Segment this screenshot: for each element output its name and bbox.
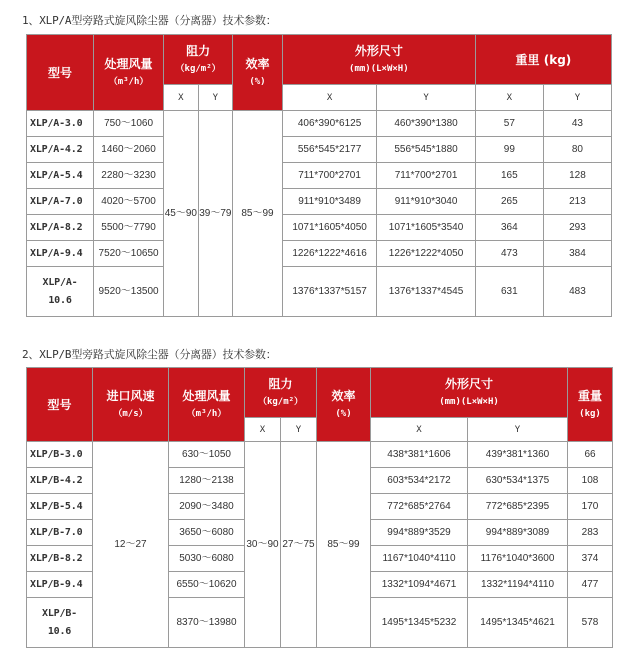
table-row — [27, 215, 612, 241]
resistance-y-cell: 39～79 — [198, 111, 233, 317]
table-row — [27, 442, 613, 468]
model-line-2: 10.6 — [47, 625, 72, 637]
dim-x-cell: 1495*1345*5232 — [371, 598, 468, 648]
model-cell: XLP/A-8.2 — [27, 215, 94, 241]
header-dimensions-unit: (mm)(L×W×H) — [349, 63, 409, 74]
header-model: 型号 — [27, 368, 93, 442]
dim-x-cell: 1071*1605*4050 — [282, 215, 376, 241]
flow-cell: 2280～3230 — [94, 163, 164, 189]
dim-x-cell: 1376*1337*5157 — [282, 267, 376, 317]
model-cell: XLP/A-4.2 — [27, 137, 94, 163]
dim-x-cell: 711*700*2701 — [282, 163, 376, 189]
header-dimensions — [371, 368, 568, 418]
resistance-x-cell: 30～90 — [245, 442, 281, 648]
model-line-1: XLP/B- — [42, 607, 77, 619]
header-flow-unit: （m³/h） — [186, 408, 227, 419]
weight-x-cell: 631 — [475, 267, 543, 317]
model-cell: XLP/B-3.0 — [27, 442, 93, 468]
weight-cell: 578 — [568, 598, 613, 648]
inlet-speed-cell: 12～27 — [93, 442, 169, 648]
flow-cell: 9520～13500 — [94, 267, 164, 317]
header-dimensions-x: X — [371, 418, 468, 442]
model-cell: XLP/A-9.4 — [27, 241, 94, 267]
header-efficiency-label: 效率 — [245, 56, 270, 71]
table-row — [27, 111, 612, 137]
weight-x-cell: 57 — [475, 111, 543, 137]
header-inlet-label: 进口风速 — [106, 388, 155, 403]
header-weight-label: 重量 — [578, 388, 603, 403]
flow-cell: 630～1050 — [169, 442, 245, 468]
dim-x-cell: 603*534*2172 — [371, 468, 468, 494]
dim-x-cell: 556*545*2177 — [282, 137, 376, 163]
header-flow — [94, 35, 164, 111]
model-cell: XLP/A-5.4 — [27, 163, 94, 189]
header-resistance — [164, 35, 233, 85]
model-cell: XLP/A-7.0 — [27, 189, 94, 215]
model-cell — [27, 267, 94, 317]
header-resistance-x: X — [245, 418, 281, 442]
header-efficiency — [317, 368, 371, 442]
weight-x-cell: 473 — [475, 241, 543, 267]
weight-y-cell: 80 — [543, 137, 611, 163]
model-line-2: 10.6 — [48, 294, 72, 306]
table-b — [26, 367, 613, 648]
header-resistance-y: Y — [281, 418, 317, 442]
dim-y-cell: 1176*1040*3600 — [468, 546, 568, 572]
table-row — [27, 267, 612, 317]
header-flow-label: 处理风量 — [182, 388, 231, 403]
header-inlet — [93, 368, 169, 442]
weight-y-cell: 384 — [543, 241, 611, 267]
dim-y-cell: 460*390*1380 — [377, 111, 476, 137]
dim-x-cell: 1332*1094*4671 — [371, 572, 468, 598]
efficiency-cell: 85～99 — [317, 442, 371, 648]
flow-cell: 5030～6080 — [169, 546, 245, 572]
header-efficiency — [233, 35, 283, 111]
flow-cell: 750～1060 — [94, 111, 164, 137]
header-efficiency-unit: (%) — [335, 408, 352, 419]
header-resistance-unit: （kg/m²） — [175, 63, 221, 74]
dim-y-cell: 994*889*3089 — [468, 520, 568, 546]
dim-y-cell: 711*700*2701 — [377, 163, 476, 189]
weight-y-cell: 43 — [543, 111, 611, 137]
table-row — [27, 163, 612, 189]
table-b-caption: 2、XLP/B型旁路式旋风除尘器（分离器）技术参数： — [22, 348, 277, 361]
weight-cell: 170 — [568, 494, 613, 520]
model-cell: XLP/B-5.4 — [27, 494, 93, 520]
header-resistance — [245, 368, 317, 418]
header-dimensions — [282, 35, 475, 85]
weight-y-cell: 293 — [543, 215, 611, 241]
dim-x-cell: 1167*1040*4110 — [371, 546, 468, 572]
weight-y-cell: 483 — [543, 267, 611, 317]
header-resistance-unit: （kg/m²） — [257, 396, 304, 407]
model-cell: XLP/B-9.4 — [27, 572, 93, 598]
model-cell: XLP/B-8.2 — [27, 546, 93, 572]
dim-y-cell: 1071*1605*3540 — [377, 215, 476, 241]
dim-y-cell: 1332*1194*4110 — [468, 572, 568, 598]
dim-x-cell: 772*685*2764 — [371, 494, 468, 520]
weight-cell: 477 — [568, 572, 613, 598]
header-dimensions-y: Y — [468, 418, 568, 442]
flow-cell: 2090～3480 — [169, 494, 245, 520]
header-model: 型号 — [27, 35, 94, 111]
header-weight: 重里 (kg) — [475, 35, 611, 85]
weight-x-cell: 165 — [475, 163, 543, 189]
model-cell: XLP/A-3.0 — [27, 111, 94, 137]
weight-cell: 283 — [568, 520, 613, 546]
table-row — [27, 137, 612, 163]
weight-x-cell: 265 — [475, 189, 543, 215]
header-inlet-unit: （m/s） — [113, 408, 148, 419]
flow-cell: 8370～13980 — [169, 598, 245, 648]
header-resistance-label: 阻力 — [186, 43, 211, 58]
resistance-y-cell: 27～75 — [281, 442, 317, 648]
dim-x-cell: 438*381*1606 — [371, 442, 468, 468]
dim-x-cell: 406*390*6125 — [282, 111, 376, 137]
model-line-1: XLP/A- — [42, 276, 78, 288]
weight-y-cell: 213 — [543, 189, 611, 215]
dim-y-cell: 911*910*3040 — [377, 189, 476, 215]
header-flow — [169, 368, 245, 442]
flow-cell: 3650～6080 — [169, 520, 245, 546]
weight-x-cell: 99 — [475, 137, 543, 163]
flow-cell: 4020～5700 — [94, 189, 164, 215]
table-row — [27, 189, 612, 215]
flow-cell: 5500～7790 — [94, 215, 164, 241]
weight-y-cell: 128 — [543, 163, 611, 189]
table-row — [27, 241, 612, 267]
header-efficiency-label: 效率 — [331, 388, 356, 403]
dim-y-cell: 630*534*1375 — [468, 468, 568, 494]
resistance-x-cell: 45～90 — [164, 111, 199, 317]
flow-cell: 7520～10650 — [94, 241, 164, 267]
header-flow-unit: （m³/h） — [108, 76, 149, 87]
header-dimensions-unit: (mm)(L×W×H) — [439, 396, 499, 407]
table-a — [26, 34, 612, 317]
flow-cell: 1460～2060 — [94, 137, 164, 163]
weight-cell: 66 — [568, 442, 613, 468]
model-cell: XLP/B-7.0 — [27, 520, 93, 546]
model-cell — [27, 598, 93, 648]
dim-y-cell: 556*545*1880 — [377, 137, 476, 163]
dim-x-cell: 1226*1222*4616 — [282, 241, 376, 267]
header-resistance-label: 阻力 — [268, 376, 293, 391]
dim-y-cell: 1226*1222*4050 — [377, 241, 476, 267]
header-weight-y: Y — [543, 85, 611, 111]
model-cell: XLP/B-4.2 — [27, 468, 93, 494]
dim-x-cell: 911*910*3489 — [282, 189, 376, 215]
dim-y-cell: 439*381*1360 — [468, 442, 568, 468]
header-weight-unit: (kg) — [579, 408, 601, 419]
header-dimensions-x: X — [282, 85, 376, 111]
header-dimensions-label: 外形尺寸 — [354, 43, 403, 58]
header-weight-x: X — [475, 85, 543, 111]
flow-cell: 6550～10620 — [169, 572, 245, 598]
dim-x-cell: 994*889*3529 — [371, 520, 468, 546]
header-efficiency-unit: (%) — [249, 76, 266, 87]
dim-y-cell: 772*685*2395 — [468, 494, 568, 520]
efficiency-cell: 85～99 — [233, 111, 283, 317]
header-resistance-x: X — [164, 85, 199, 111]
header-dimensions-label: 外形尺寸 — [445, 376, 494, 391]
weight-cell: 108 — [568, 468, 613, 494]
weight-cell: 374 — [568, 546, 613, 572]
dim-y-cell: 1376*1337*4545 — [377, 267, 476, 317]
table-a-caption: 1、XLP/A型旁路式旋风除尘器（分离器）技术参数： — [22, 14, 277, 27]
header-resistance-y: Y — [198, 85, 233, 111]
flow-cell: 1280～2138 — [169, 468, 245, 494]
header-weight — [568, 368, 613, 442]
header-flow-label: 处理风量 — [104, 56, 153, 71]
dim-y-cell: 1495*1345*4621 — [468, 598, 568, 648]
header-dimensions-y: Y — [377, 85, 476, 111]
weight-x-cell: 364 — [475, 215, 543, 241]
